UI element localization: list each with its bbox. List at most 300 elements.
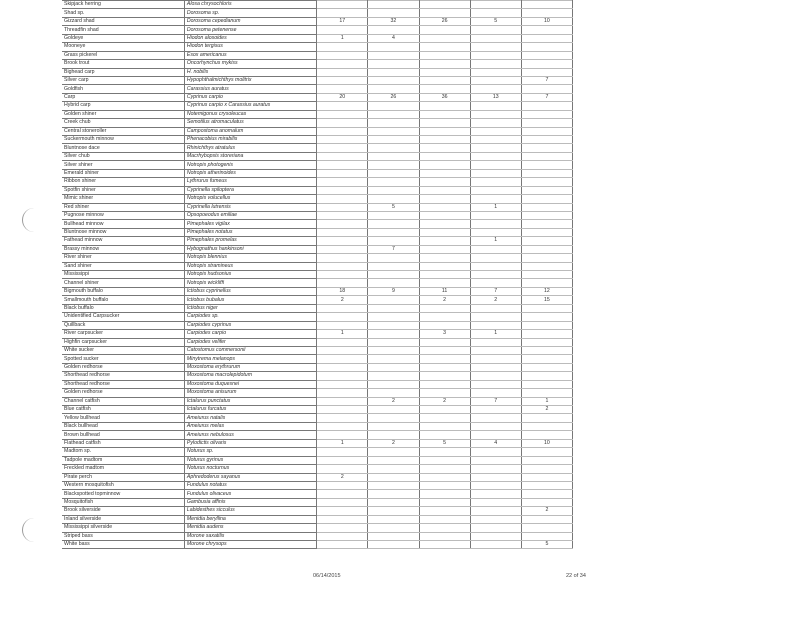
scientific-name-cell: Carpiodes carpio [184,330,316,338]
count-cell [317,363,368,371]
count-cell [368,448,419,456]
common-name-cell: Carp [62,93,184,101]
count-cell: 13 [470,93,521,101]
count-cell [470,532,521,540]
count-cell [419,380,470,388]
count-cell [470,102,521,110]
count-cell [317,532,368,540]
count-cell [368,262,419,270]
count-cell [419,313,470,321]
count-cell [368,372,419,380]
count-cell [368,363,419,371]
count-cell [419,119,470,127]
table-row [62,26,573,34]
count-cell [368,279,419,287]
count-cell [419,34,470,42]
count-cell [521,136,572,144]
scientific-name-cell: Moxostoma macrolepidotum [184,372,316,380]
count-cell [521,279,572,287]
fish-species-table [62,0,573,549]
count-cell [317,456,368,464]
table-row [62,456,573,464]
common-name-cell: Striped bass [62,532,184,540]
common-name-cell: Brook silverside [62,507,184,515]
count-cell: 1 [470,203,521,211]
table-row [62,389,573,397]
common-name-cell: Goldeye [62,34,184,42]
scientific-name-cell: Cyprinella spiloptera [184,186,316,194]
common-name-cell: Unidentified Carpsucker [62,313,184,321]
count-cell [470,414,521,422]
count-cell: 2 [521,406,572,414]
common-name-cell: Bluntnose dace [62,144,184,152]
common-name-cell: Mooneye [62,43,184,51]
table-row [62,431,573,439]
table-row [62,498,573,506]
count-cell [317,220,368,228]
common-name-cell: White bass [62,541,184,549]
count-cell [470,389,521,397]
common-name-cell: Blackspotted topminnow [62,490,184,498]
count-cell [521,254,572,262]
count-cell [368,515,419,523]
count-cell [470,372,521,380]
table-row [62,9,573,17]
count-cell [317,389,368,397]
count-cell [419,1,470,9]
count-cell [419,152,470,160]
count-cell [470,473,521,481]
count-cell [470,169,521,177]
count-cell [368,271,419,279]
count-cell [470,85,521,93]
table-row [62,406,573,414]
table-row [62,102,573,110]
count-cell [521,355,572,363]
count-cell [419,51,470,59]
fish-table-body [62,1,573,549]
count-cell [419,262,470,270]
common-name-cell: Channel shiner [62,279,184,287]
count-cell [368,304,419,312]
count-cell [317,76,368,84]
count-cell: 4 [470,439,521,447]
count-cell [470,152,521,160]
count-cell [368,178,419,186]
table-row [62,448,573,456]
count-cell [419,422,470,430]
table-row [62,262,573,270]
count-cell [368,186,419,194]
common-name-cell: Freckled madtom [62,465,184,473]
count-cell: 5 [368,203,419,211]
common-name-cell: Inland silverside [62,515,184,523]
count-cell [317,161,368,169]
scientific-name-cell: Labidesthes sicculus [184,507,316,515]
count-cell [470,43,521,51]
count-cell [470,186,521,194]
count-cell: 1 [317,439,368,447]
count-cell: 12 [521,287,572,295]
common-name-cell: Yellow bullhead [62,414,184,422]
count-cell [470,465,521,473]
table-row [62,296,573,304]
common-name-cell: Silver shiner [62,161,184,169]
count-cell [521,389,572,397]
count-cell: 2 [368,397,419,405]
count-cell [419,279,470,287]
scientific-name-cell: Cyprinus carpio x Carassius auratus [184,102,316,110]
table-row [62,186,573,194]
count-cell [521,465,572,473]
common-name-cell: Shorthead redhorse [62,372,184,380]
count-cell [368,228,419,236]
count-cell: 7 [368,245,419,253]
count-cell [521,34,572,42]
count-cell [368,127,419,135]
common-name-cell: Emerald shiner [62,169,184,177]
scientific-name-cell: Carpiodes sp. [184,313,316,321]
scientific-name-cell: Alosa chrysochloris [184,1,316,9]
count-cell [521,330,572,338]
table-row [62,355,573,363]
count-cell [470,541,521,549]
table-row [62,465,573,473]
count-cell [470,195,521,203]
count-cell [470,313,521,321]
count-cell [419,304,470,312]
count-cell [521,431,572,439]
count-cell [419,541,470,549]
count-cell [317,541,368,549]
count-cell: 2 [470,296,521,304]
count-cell [470,380,521,388]
count-cell [419,102,470,110]
common-name-cell: Pirate perch [62,473,184,481]
scientific-name-cell: Cyprinus carpio [184,93,316,101]
count-cell [368,43,419,51]
common-name-cell: Mississippi [62,271,184,279]
count-cell [317,507,368,515]
count-cell [521,144,572,152]
common-name-cell: Bighead carp [62,68,184,76]
count-cell [368,481,419,489]
count-cell [317,380,368,388]
count-cell [521,524,572,532]
count-cell [317,144,368,152]
count-cell [419,211,470,219]
count-cell [317,127,368,135]
count-cell [317,26,368,34]
scientific-name-cell: Carpiodes cyprinus [184,321,316,329]
common-name-cell: Mimic shiner [62,195,184,203]
common-name-cell: Sand shiner [62,262,184,270]
scientific-name-cell: Rhinichthys atratulus [184,144,316,152]
count-cell [419,414,470,422]
scientific-name-cell: Moxostoma anisurum [184,389,316,397]
scientific-name-cell: Ameiurus melas [184,422,316,430]
scientific-name-cell: Notropis volucellus [184,195,316,203]
count-cell [317,304,368,312]
common-name-cell: White sucker [62,346,184,354]
count-cell [317,245,368,253]
count-cell [317,254,368,262]
table-row [62,1,573,9]
count-cell [317,9,368,17]
count-cell [419,389,470,397]
count-cell [419,406,470,414]
scientific-name-cell: Oncorhynchus mykiss [184,60,316,68]
count-cell [317,51,368,59]
count-cell [368,26,419,34]
scientific-name-cell: Opsopoeodus emiliae [184,211,316,219]
table-row [62,43,573,51]
count-cell [470,51,521,59]
table-row [62,321,573,329]
scientific-name-cell: Minytrema melanops [184,355,316,363]
count-cell [521,85,572,93]
table-row [62,346,573,354]
count-cell: 9 [368,287,419,295]
table-row [62,93,573,101]
count-cell [317,321,368,329]
count-cell [317,481,368,489]
count-cell [317,43,368,51]
count-cell [419,203,470,211]
table-row [62,380,573,388]
common-name-cell: Goldfish [62,85,184,93]
count-cell [368,541,419,549]
table-row [62,271,573,279]
common-name-cell: Skipjack herring [62,1,184,9]
count-cell [317,169,368,177]
table-row [62,127,573,135]
table-row [62,287,573,295]
scientific-name-cell: Esox americanus [184,51,316,59]
count-cell [521,51,572,59]
count-cell [521,228,572,236]
scientific-name-cell: Ameiurus natalis [184,414,316,422]
count-cell [419,110,470,118]
count-cell [419,186,470,194]
common-name-cell: Highfin carpsucker [62,338,184,346]
count-cell [368,524,419,532]
scientific-name-cell: Dorosoma petenense [184,26,316,34]
table-row [62,254,573,262]
count-cell [470,271,521,279]
table-row [62,330,573,338]
count-cell [521,220,572,228]
count-cell [368,507,419,515]
scientific-name-cell: Noturus gyrinus [184,456,316,464]
count-cell [317,211,368,219]
count-cell [419,254,470,262]
count-cell [419,532,470,540]
scientific-name-cell: Notropis atherinoides [184,169,316,177]
scientific-name-cell: Ictiobus niger [184,304,316,312]
scientific-name-cell: Ictalurus furcatus [184,406,316,414]
count-cell: 11 [419,287,470,295]
common-name-cell: Bigmouth buffalo [62,287,184,295]
count-cell [368,60,419,68]
table-row [62,439,573,447]
count-cell [521,262,572,270]
count-cell [317,355,368,363]
count-cell [317,431,368,439]
count-cell [521,422,572,430]
count-cell [521,237,572,245]
count-cell: 2 [317,296,368,304]
count-cell [419,76,470,84]
common-name-cell: Golden redhorse [62,389,184,397]
count-cell [470,26,521,34]
count-cell [317,68,368,76]
common-name-cell: Mississippi silverside [62,524,184,532]
table-row [62,152,573,160]
count-cell [419,346,470,354]
common-name-cell: Blue catfish [62,406,184,414]
count-cell [521,203,572,211]
count-cell [317,515,368,523]
count-cell [521,9,572,17]
count-cell: 1 [470,237,521,245]
count-cell [368,211,419,219]
count-cell [368,406,419,414]
count-cell [521,110,572,118]
count-cell [521,372,572,380]
count-cell [521,127,572,135]
count-cell: 32 [368,17,419,25]
count-cell [419,355,470,363]
table-row [62,161,573,169]
count-cell [521,161,572,169]
count-cell: 7 [470,397,521,405]
count-cell [317,102,368,110]
table-row [62,119,573,127]
count-cell [419,85,470,93]
table-row [62,363,573,371]
count-cell [470,127,521,135]
count-cell [368,110,419,118]
count-cell [317,313,368,321]
table-row [62,17,573,25]
count-cell [470,76,521,84]
count-cell [317,279,368,287]
count-cell [521,456,572,464]
count-cell [521,152,572,160]
common-name-cell: Shad sp. [62,9,184,17]
count-cell [521,169,572,177]
table-row [62,110,573,118]
count-cell [419,245,470,253]
common-name-cell: Shorthead redhorse [62,380,184,388]
count-cell [470,279,521,287]
common-name-cell: Mosquitofish [62,498,184,506]
count-cell [521,498,572,506]
count-cell [521,380,572,388]
scientific-name-cell: Fundulus olivaceus [184,490,316,498]
scientific-name-cell: Menidia beryllina [184,515,316,523]
count-cell [419,60,470,68]
count-cell [521,346,572,354]
common-name-cell: Tadpole madtom [62,456,184,464]
count-cell [470,515,521,523]
count-cell: 2 [521,507,572,515]
count-cell [368,414,419,422]
count-cell: 2 [419,397,470,405]
count-cell [419,136,470,144]
count-cell [419,490,470,498]
count-cell [521,68,572,76]
common-name-cell: Gizzard shad [62,17,184,25]
count-cell [521,338,572,346]
count-cell [419,448,470,456]
count-cell [521,102,572,110]
scientific-name-cell: Aphredoderus sayanus [184,473,316,481]
count-cell [419,26,470,34]
common-name-cell: Creek chub [62,119,184,127]
count-cell [368,237,419,245]
count-cell [419,473,470,481]
count-cell [317,152,368,160]
table-row [62,313,573,321]
scientific-name-cell: Catostomus commersonii [184,346,316,354]
common-name-cell: Red shiner [62,203,184,211]
common-name-cell: Golden redhorse [62,363,184,371]
count-cell [419,321,470,329]
count-cell: 7 [521,93,572,101]
scientific-name-cell: Lythrurus fumeus [184,178,316,186]
count-cell [419,43,470,51]
count-cell [470,498,521,506]
count-cell [419,228,470,236]
count-cell [470,304,521,312]
count-cell [470,245,521,253]
scientific-name-cell: Gambusia affinis [184,498,316,506]
count-cell [470,406,521,414]
count-cell [317,195,368,203]
common-name-cell: Silver chub [62,152,184,160]
binder-hole-mark [22,518,35,542]
count-cell [317,338,368,346]
count-cell [419,271,470,279]
count-cell [368,9,419,17]
common-name-cell: Pugnose minnow [62,211,184,219]
footer-page-number: 22 of 34 [566,573,586,579]
count-cell [521,473,572,481]
count-cell: 2 [317,473,368,481]
count-cell [521,313,572,321]
common-name-cell: Brown bullhead [62,431,184,439]
common-name-cell: Flathead catfish [62,439,184,447]
count-cell [470,161,521,169]
count-cell [521,271,572,279]
table-row [62,60,573,68]
count-cell [470,422,521,430]
count-cell [470,363,521,371]
scientific-name-cell: Semotilus atromaculatus [184,119,316,127]
scientific-name-cell: Ameiurus nebulosus [184,431,316,439]
common-name-cell: Bullhead minnow [62,220,184,228]
count-cell [470,507,521,515]
count-cell [317,119,368,127]
count-cell [470,60,521,68]
count-cell: 2 [419,296,470,304]
count-cell [317,237,368,245]
common-name-cell: Spotted sucker [62,355,184,363]
count-cell [470,211,521,219]
count-cell [470,456,521,464]
